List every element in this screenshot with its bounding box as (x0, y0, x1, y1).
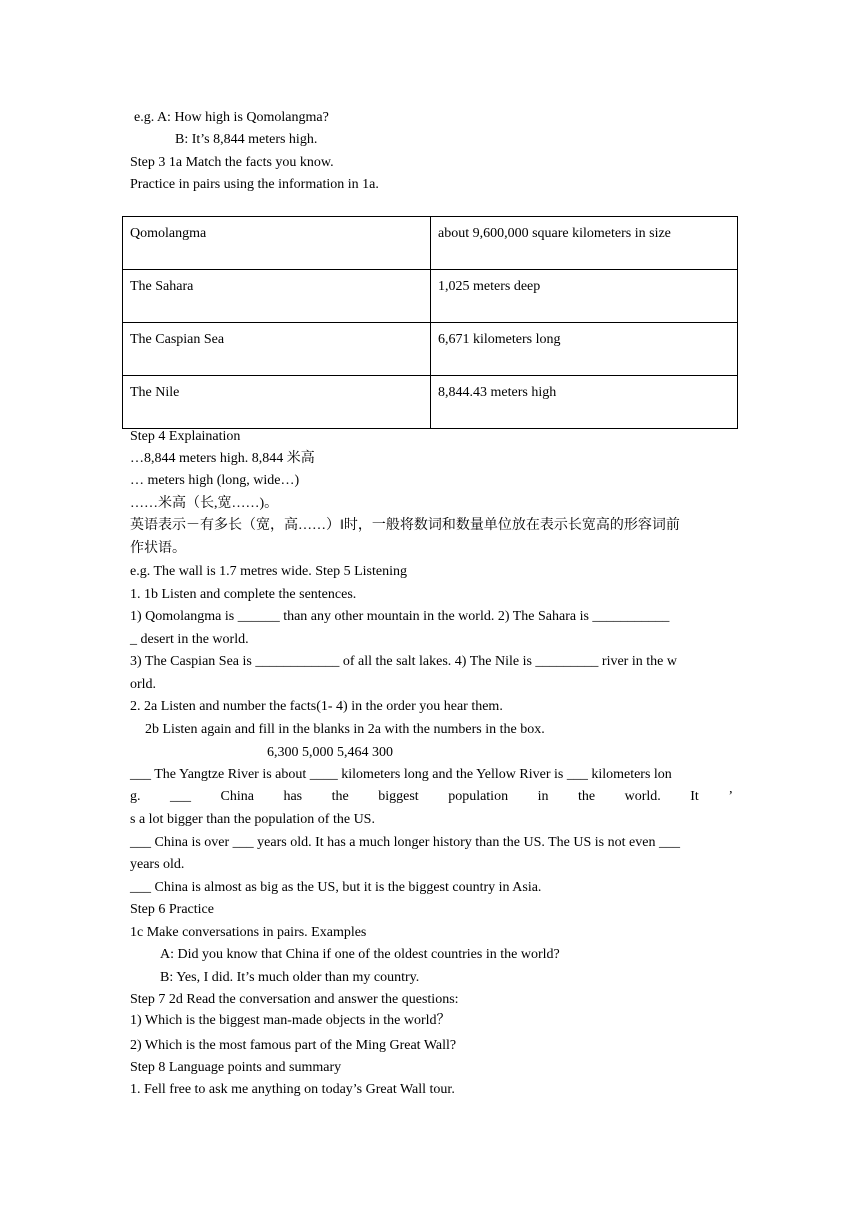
listening-2b: 2b Listen again and fill in the blanks in 2a with the numbers in the box. (145, 722, 545, 737)
listening-1b: 1. 1b Listen and complete the sentences. (130, 587, 357, 602)
word: biggest (378, 789, 419, 804)
fact-line: ___ China is almost as big as the US, but it is the biggest country in Asia. (130, 880, 542, 895)
table-cell: The Sahara (123, 270, 431, 323)
word: the (331, 789, 349, 804)
language-point-1: 1. Fell free to ask me anything on today’s Great Wall tour. (130, 1082, 455, 1097)
example-answer: B: It’s 8,844 meters high. (175, 132, 318, 147)
word: the (577, 789, 596, 804)
listening-2a: 2. 2a Listen and number the facts(1- 4) in the order you hear them. (130, 699, 503, 714)
fact-line: years old. (130, 857, 185, 872)
table-cell: 8,844.43 meters high (431, 376, 738, 429)
word: ’ (728, 789, 733, 804)
word: has (283, 789, 303, 804)
example-wall: e.g. The wall is 1.7 metres wide. Step 5 Listening (130, 564, 407, 579)
table-row (123, 217, 738, 270)
step4-heading: Step 4 Explaination (130, 429, 241, 444)
conversation-b: B: Yes, I did. It’s much older than my country. (160, 970, 420, 985)
word: It (690, 789, 699, 804)
step6-heading: Step 6 Practice (130, 902, 214, 917)
word: in (537, 789, 549, 804)
explanation-line: 作状语。 (130, 541, 186, 556)
listening-sentence: 3) The Caspian Sea is ____________ of all the salt lakes. 4) The Nile is _________ river in the w (130, 654, 677, 669)
table-cell: The Nile (123, 376, 431, 429)
conversation-instruction: 1c Make conversations in pairs. Examples (130, 925, 367, 940)
listening-sentence: _ desert in the world. (130, 632, 249, 647)
table-row (123, 376, 738, 429)
word: g. (130, 789, 141, 804)
practice-instruction: Practice in pairs using the information in 1a. (130, 177, 379, 192)
listening-sentence: orld. (130, 677, 157, 692)
table-cell: about 9,600,000 square kilometers in size (431, 217, 738, 270)
table-cell: The Caspian Sea (123, 323, 431, 376)
table-cell: 6,671 kilometers long (431, 323, 738, 376)
fact-line: s a lot bigger than the population of the US. (130, 812, 375, 827)
table-row (123, 270, 738, 323)
listening-sentence: 1) Qomolangma is ______ than any other mountain in the world. 2) The Sahara is ___________ (130, 609, 670, 624)
word: world. (624, 789, 661, 804)
fact-line: ___ The Yangtze River is about ____ kilometers long and the Yellow River is ___ kilometers lon (130, 767, 672, 782)
question-2: 2) Which is the most famous part of the Ming Great Wall? (130, 1038, 457, 1053)
explanation-line: …8,844 meters high. 8,844 米高 (130, 451, 315, 466)
word: ___ (170, 789, 191, 804)
fact-line: ___ China is over ___ years old. It has a much longer history than the US. The US is not even ___ (130, 835, 680, 850)
number-box: 6,300 5,000 5,464 300 (267, 745, 393, 760)
question-1: 1) Which is the biggest man-made objects in the world？ (130, 1013, 451, 1028)
explanation-line: ……米高（长,宽……)。 (130, 496, 279, 511)
explanation-line: … meters high (long, wide…) (130, 473, 300, 488)
facts-table (122, 216, 738, 429)
word: China (220, 789, 254, 804)
step7-heading: Step 7 2d Read the conversation and answer the questions: (130, 992, 459, 1007)
word: population (448, 789, 509, 804)
fact-line-justified (130, 788, 733, 806)
table-row (123, 323, 738, 376)
conversation-a: A: Did you know that China if one of the oldest countries in the world? (160, 947, 560, 962)
table-cell: Qomolangma (123, 217, 431, 270)
explanation-line: 英语表示－有多长（宽，高……）‖时，一般将数词和数量单位放在表示长宽高的形容词前 (130, 518, 680, 533)
table-cell: 1,025 meters deep (431, 270, 738, 323)
example-question: e.g. A: How high is Qomolangma? (134, 110, 329, 125)
step8-heading: Step 8 Language points and summary (130, 1060, 342, 1075)
step3-heading: Step 3 1a Match the facts you know. (130, 155, 334, 170)
